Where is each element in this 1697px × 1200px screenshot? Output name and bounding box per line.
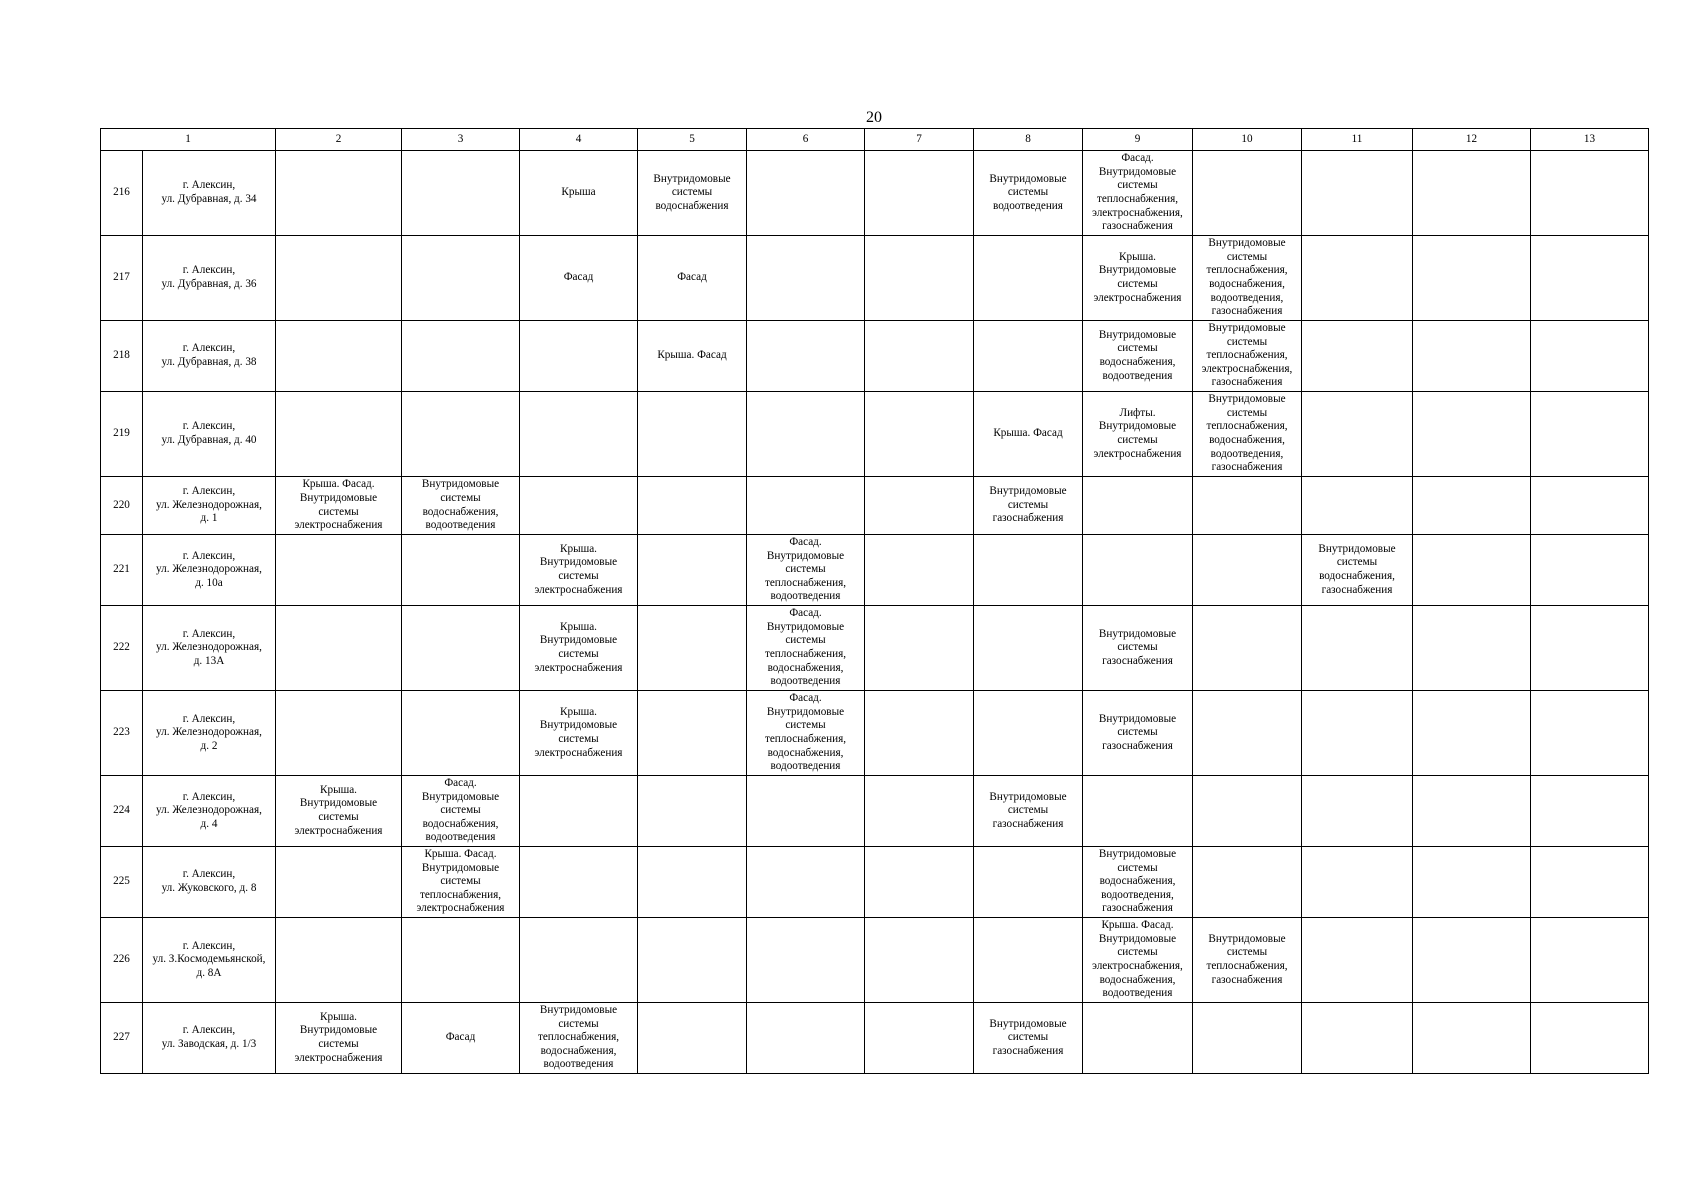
work-cell: [402, 392, 520, 477]
work-cell: [520, 321, 638, 392]
work-cell: [276, 606, 402, 691]
work-cell: Фасад. Внутридомовые системы водоснабжения, водоотведения: [402, 776, 520, 847]
column-header: 3: [402, 129, 520, 151]
work-cell: [638, 392, 747, 477]
work-cell: Фасад: [402, 1003, 520, 1074]
work-cell: [1531, 392, 1649, 477]
table-row: [101, 918, 1649, 1003]
row-number: 222: [101, 606, 143, 691]
work-cell: Крыша. Фасад. Внутридомовые системы электроснабжения, водоснабжения, водоотведения: [1083, 918, 1193, 1003]
address-cell: г. Алексин, ул. Железнодорожная, д. 10а: [143, 535, 276, 606]
work-cell: Крыша: [520, 151, 638, 236]
work-cell: [402, 236, 520, 321]
work-cell: [1193, 477, 1302, 535]
column-header: 1: [101, 129, 276, 151]
work-cell: [1083, 535, 1193, 606]
work-cell: [865, 236, 974, 321]
work-cell: [974, 535, 1083, 606]
work-cell: Внутридомовые системы газоснабжения: [974, 1003, 1083, 1074]
column-header: 7: [865, 129, 974, 151]
column-header: 10: [1193, 129, 1302, 151]
address-cell: г. Алексин, ул. Дубравная, д. 34: [143, 151, 276, 236]
work-cell: Крыша. Внутридомовые системы электроснабжения: [1083, 236, 1193, 321]
work-cell: [747, 847, 865, 918]
work-cell: Внутридомовые системы газоснабжения: [974, 776, 1083, 847]
work-cell: [747, 776, 865, 847]
work-cell: Внутридомовые системы водоснабжения, водоотведения: [402, 477, 520, 535]
work-cell: [1193, 535, 1302, 606]
work-cell: Внутридомовые системы водоотведения: [974, 151, 1083, 236]
address-cell: г. Алексин, ул. Дубравная, д. 38: [143, 321, 276, 392]
work-cell: [865, 918, 974, 1003]
table-row: [101, 477, 1649, 535]
work-cell: [638, 776, 747, 847]
work-cell: [1531, 1003, 1649, 1074]
work-cell: Внутридомовые системы теплоснабжения, газоснабжения: [1193, 918, 1302, 1003]
work-cell: [1531, 151, 1649, 236]
row-number: 220: [101, 477, 143, 535]
work-cell: [276, 151, 402, 236]
work-cell: [638, 918, 747, 1003]
work-cell: [1193, 776, 1302, 847]
work-cell: Фасад: [638, 236, 747, 321]
work-cell: [865, 606, 974, 691]
work-cell: [974, 847, 1083, 918]
work-cell: Внутридомовые системы теплоснабжения, водоснабжения, водоотведения, газоснабжения: [1193, 392, 1302, 477]
work-cell: Внутридомовые системы теплоснабжения, электроснабжения, газоснабжения: [1193, 321, 1302, 392]
row-number: 219: [101, 392, 143, 477]
work-cell: [520, 776, 638, 847]
work-cell: Крыша. Фасад: [638, 321, 747, 392]
work-cell: Фасад. Внутридомовые системы теплоснабжения, электроснабжения, газоснабжения: [1083, 151, 1193, 236]
row-number: 223: [101, 691, 143, 776]
work-cell: Внутридомовые системы теплоснабжения, водоснабжения, водоотведения, газоснабжения: [1193, 236, 1302, 321]
work-cell: [747, 477, 865, 535]
work-cell: [520, 918, 638, 1003]
row-number: 216: [101, 151, 143, 236]
work-cell: [747, 321, 865, 392]
work-cell: Крыша. Фасад: [974, 392, 1083, 477]
work-cell: [1413, 477, 1531, 535]
address-cell: г. Алексин, ул. Дубравная, д. 40: [143, 392, 276, 477]
work-cell: [402, 691, 520, 776]
work-cell: [865, 776, 974, 847]
table-row: [101, 776, 1649, 847]
work-cell: [1083, 776, 1193, 847]
work-cell: Внутридомовые системы водоснабжения, газоснабжения: [1302, 535, 1413, 606]
work-cell: [974, 236, 1083, 321]
work-cell: Внутридомовые системы газоснабжения: [1083, 606, 1193, 691]
work-cell: [276, 321, 402, 392]
work-cell: Внутридомовые системы газоснабжения: [974, 477, 1083, 535]
work-cell: [638, 535, 747, 606]
work-cell: [747, 392, 865, 477]
work-cell: [747, 1003, 865, 1074]
work-cell: Внутридомовые системы водоснабжения, водоотведения: [1083, 321, 1193, 392]
row-number: 217: [101, 236, 143, 321]
work-cell: [1193, 691, 1302, 776]
work-cell: [865, 535, 974, 606]
table-row: [101, 691, 1649, 776]
column-number-row: [101, 129, 1649, 151]
work-cell: [865, 477, 974, 535]
table-row: [101, 392, 1649, 477]
work-cell: Крыша. Внутридомовые системы электроснабжения: [520, 535, 638, 606]
work-cell: [1531, 918, 1649, 1003]
work-cell: [1302, 321, 1413, 392]
work-cell: [1302, 606, 1413, 691]
work-cell: Крыша. Фасад. Внутридомовые системы электроснабжения: [276, 477, 402, 535]
work-cell: [865, 691, 974, 776]
table-row: [101, 535, 1649, 606]
work-cell: Крыша. Внутридомовые системы электроснабжения: [520, 691, 638, 776]
work-cell: [1302, 477, 1413, 535]
work-cell: [1531, 535, 1649, 606]
column-header: 8: [974, 129, 1083, 151]
work-cell: Крыша. Внутридомовые системы электроснабжения: [276, 1003, 402, 1074]
work-cell: [865, 392, 974, 477]
work-cell: Внутридомовые системы газоснабжения: [1083, 691, 1193, 776]
work-cell: [402, 321, 520, 392]
column-header: 2: [276, 129, 402, 151]
work-cell: [520, 477, 638, 535]
address-cell: г. Алексин, ул. Дубравная, д. 36: [143, 236, 276, 321]
work-cell: Внутридомовые системы водоснабжения, водоотведения, газоснабжения: [1083, 847, 1193, 918]
work-cell: Крыша. Внутридомовые системы электроснабжения: [276, 776, 402, 847]
work-cell: [1531, 236, 1649, 321]
address-cell: г. Алексин, ул. З.Космодемьянской, д. 8А: [143, 918, 276, 1003]
work-cell: [1413, 776, 1531, 847]
work-cell: [402, 918, 520, 1003]
work-cell: [1193, 847, 1302, 918]
work-cell: [747, 918, 865, 1003]
work-cell: [1531, 776, 1649, 847]
work-cell: [276, 847, 402, 918]
work-cell: [1302, 691, 1413, 776]
work-cell: [1413, 151, 1531, 236]
work-cell: [1302, 392, 1413, 477]
work-cell: [1531, 847, 1649, 918]
table-row: [101, 1003, 1649, 1074]
work-cell: [638, 477, 747, 535]
work-cell: Внутридомовые системы теплоснабжения, водоснабжения, водоотведения: [520, 1003, 638, 1074]
column-header: 4: [520, 129, 638, 151]
work-cell: Фасад. Внутридомовые системы теплоснабжения, водоснабжения, водоотведения: [747, 691, 865, 776]
row-number: 227: [101, 1003, 143, 1074]
work-cell: [402, 535, 520, 606]
work-cell: [1413, 535, 1531, 606]
address-cell: г. Алексин, ул. Железнодорожная, д. 1: [143, 477, 276, 535]
column-header: 11: [1302, 129, 1413, 151]
column-header: 6: [747, 129, 865, 151]
work-cell: Лифты. Внутридомовые системы электроснабжения: [1083, 392, 1193, 477]
row-number: 221: [101, 535, 143, 606]
work-cell: [865, 151, 974, 236]
work-cell: [1531, 477, 1649, 535]
table-row: [101, 151, 1649, 236]
table-row: [101, 321, 1649, 392]
column-header: 9: [1083, 129, 1193, 151]
work-cell: [865, 847, 974, 918]
work-cell: [747, 151, 865, 236]
work-cell: [1193, 151, 1302, 236]
work-cell: [1302, 236, 1413, 321]
work-cell: [1302, 847, 1413, 918]
row-number: 226: [101, 918, 143, 1003]
work-cell: Фасад. Внутридомовые системы теплоснабжения, водоснабжения, водоотведения: [747, 606, 865, 691]
work-cell: [1302, 918, 1413, 1003]
address-cell: г. Алексин, ул. Жуковского, д. 8: [143, 847, 276, 918]
work-cell: [276, 535, 402, 606]
work-cell: Внутридомовые системы водоснабжения: [638, 151, 747, 236]
table-row: [101, 847, 1649, 918]
row-number: 218: [101, 321, 143, 392]
work-cell: [638, 847, 747, 918]
work-cell: [974, 606, 1083, 691]
work-cell: [865, 1003, 974, 1074]
work-cell: [520, 392, 638, 477]
work-cell: [276, 918, 402, 1003]
work-cell: [1413, 236, 1531, 321]
work-cell: [1083, 477, 1193, 535]
work-cell: Фасад: [520, 236, 638, 321]
column-header: 13: [1531, 129, 1649, 151]
work-cell: [276, 691, 402, 776]
address-cell: г. Алексин, ул. Железнодорожная, д. 4: [143, 776, 276, 847]
work-cell: [1413, 606, 1531, 691]
column-header: 12: [1413, 129, 1531, 151]
work-cell: Крыша. Внутридомовые системы электроснабжения: [520, 606, 638, 691]
work-cell: [1531, 691, 1649, 776]
work-cell: [276, 392, 402, 477]
work-cell: [747, 236, 865, 321]
column-header: 5: [638, 129, 747, 151]
work-cell: [974, 321, 1083, 392]
work-cell: [1193, 606, 1302, 691]
work-cell: Крыша. Фасад. Внутридомовые системы теплоснабжения, электроснабжения: [402, 847, 520, 918]
table-row: [101, 236, 1649, 321]
row-number: 225: [101, 847, 143, 918]
work-cell: [1413, 321, 1531, 392]
address-cell: г. Алексин, ул. Железнодорожная, д. 13А: [143, 606, 276, 691]
address-cell: г. Алексин, ул. Заводская, д. 1/3: [143, 1003, 276, 1074]
work-cell: [638, 606, 747, 691]
work-cell: [1531, 606, 1649, 691]
work-cell: [865, 321, 974, 392]
work-cell: [520, 847, 638, 918]
work-cell: [1531, 321, 1649, 392]
work-cell: [1413, 847, 1531, 918]
table-row: [101, 606, 1649, 691]
page-number: 20: [866, 109, 882, 126]
work-cell: [402, 606, 520, 691]
work-cell: [1193, 1003, 1302, 1074]
work-cell: [974, 691, 1083, 776]
work-cell: [974, 918, 1083, 1003]
work-cell: [1413, 1003, 1531, 1074]
work-cell: [1413, 918, 1531, 1003]
work-cell: [402, 151, 520, 236]
work-cell: [1413, 691, 1531, 776]
work-cell: [1083, 1003, 1193, 1074]
table-body: [101, 151, 1649, 1074]
address-cell: г. Алексин, ул. Железнодорожная, д. 2: [143, 691, 276, 776]
work-cell: [638, 1003, 747, 1074]
work-cell: [1302, 151, 1413, 236]
row-number: 224: [101, 776, 143, 847]
schedule-table: [100, 128, 1649, 1074]
work-cell: [1302, 776, 1413, 847]
work-cell: [276, 236, 402, 321]
work-cell: [1413, 392, 1531, 477]
work-cell: [1302, 1003, 1413, 1074]
work-cell: Фасад. Внутридомовые системы теплоснабжения, водоотведения: [747, 535, 865, 606]
work-cell: [638, 691, 747, 776]
